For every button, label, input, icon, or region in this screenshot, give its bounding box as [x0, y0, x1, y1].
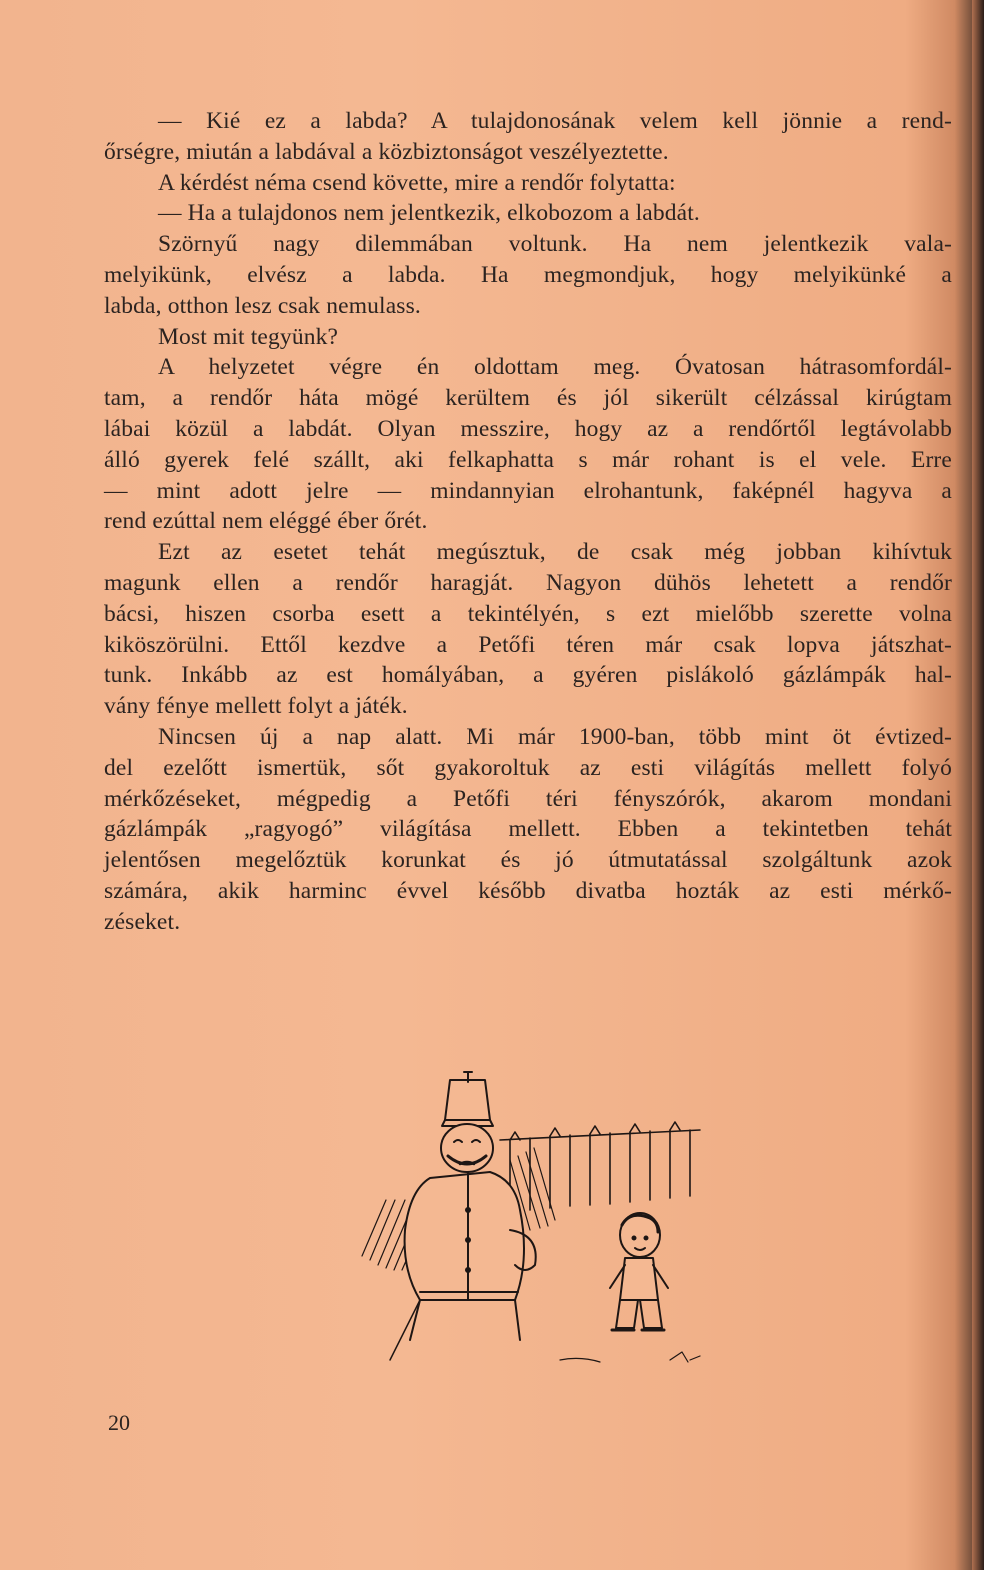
text-line: labda, otthon lesz csak nemulass. — [104, 292, 421, 319]
text-line: zéseket. — [104, 908, 181, 935]
policeman-figure — [390, 1072, 536, 1360]
text-line: kiköszörülni. Ettől kezdve a Petőfi téren már csak lopva játszhat- — [104, 631, 952, 658]
text-line: vány fénye mellett folyt a játék. — [104, 693, 408, 720]
text-line: Most mit tegyünk? — [158, 323, 339, 350]
text-line: Nincsen új a nap alatt. Mi már 1900-ban, több mint öt évtized- — [158, 723, 952, 750]
text-line: mérkőzéseket, mégpedig a Petőfi téri fényszórók, akarom mondani — [104, 785, 952, 812]
text-line: magunk ellen a rendőr haragját. Nagyon dühös lehetett a rendőr — [104, 569, 952, 596]
text-line: számára, akik harminc évvel később divatba hozták az esti mérkő- — [104, 877, 952, 904]
text-line: del ezelőtt ismertük, sőt gyakoroltuk az esti világítás mellett folyó — [104, 754, 952, 781]
text-line: tunk. Inkább az est homályában, a gyéren pislákoló gázlámpák hal- — [104, 662, 952, 689]
body-text — [104, 106, 952, 938]
text-line: Ezt az esetet tehát megúsztuk, de csak még jobban kihívtuk — [158, 539, 952, 566]
text-line: jelentősen megelőztük korunkat és jó útmutatással szolgáltunk azok — [104, 847, 952, 874]
page-number: 20 — [108, 1410, 130, 1435]
text-line: — Ha a tulajdonos nem jelentkezik, elkobozom a labdát. — [158, 200, 700, 227]
ground-marks — [560, 1352, 700, 1362]
text-line: őrségre, miután a labdával a közbiztonságot veszélyeztette. — [104, 138, 669, 165]
text-line: — mint adott jelre — mindannyian elrohantunk, faképnél hagyva a — [104, 477, 952, 504]
page-edge — [972, 0, 984, 1570]
text-line: gázlámpák „ragyogó” világítása mellett. Ebben a tekintetben tehát — [104, 816, 952, 843]
text-line: rend ezúttal nem eléggé éber őrét. — [104, 508, 428, 535]
text-line: bácsi, hiszen csorba esett a tekintélyén, s ezt mielőbb szerette volna — [104, 600, 952, 627]
text-line: tam, a rendőr háta mögé kerültem és jól sikerült célzással kirúgtam — [104, 385, 952, 412]
text-line: melyikünk, elvész a labda. Ha megmondjuk, hogy melyikünké a — [104, 261, 952, 288]
boy-figure — [610, 1213, 668, 1330]
text-line: Szörnyű nagy dilemmában voltunk. Ha nem jelentkezik vala- — [158, 231, 952, 258]
policeman-and-boy-illustration — [350, 1060, 710, 1390]
text-line: — Kié ez a labda? A tulajdonosának velem kell jönnie a rend- — [158, 108, 952, 134]
text-line: A helyzetet végre én oldottam meg. Óvatosan hátrasomfordál- — [158, 354, 952, 381]
text-line: A kérdést néma csend követte, mire a rendőr folytatta: — [158, 169, 676, 196]
text-line: lábai közül a labdát. Olyan messzire, hogy az a rendőrtől legtávolabb — [104, 415, 952, 442]
text-line: álló gyerek felé szállt, aki felkaphatta s már rohant is el vele. Erre — [104, 446, 952, 473]
